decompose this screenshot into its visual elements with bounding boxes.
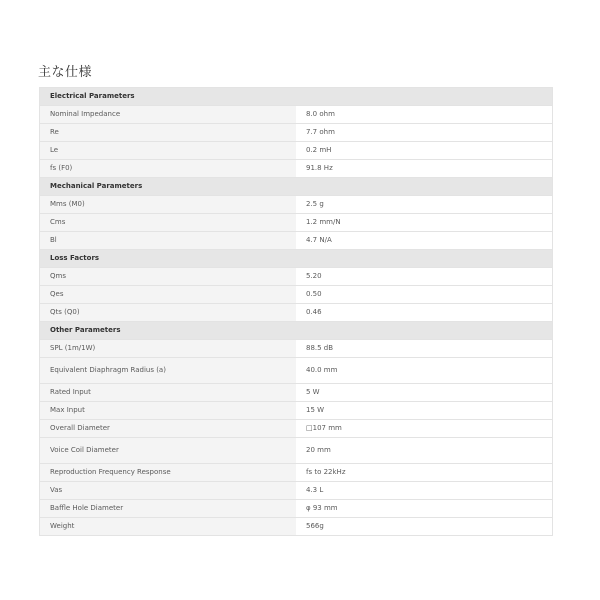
section-heading: Electrical Parameters [40,88,553,106]
table-row [40,384,553,402]
spec-label: Max Input [40,402,297,420]
spec-table [39,87,553,536]
spec-label: fs (F0) [40,160,297,178]
spec-label: Rated Input [40,384,297,402]
table-row [40,420,553,438]
table-row [40,160,553,178]
spec-value: 0.2 mH [296,142,553,160]
table-row [40,482,553,500]
table-row [40,438,553,464]
spec-label: Equivalent Diaphragm Radius (a) [40,358,297,384]
spec-label: Baffle Hole Diameter [40,500,297,518]
spec-value: 88.5 dB [296,340,553,358]
spec-label: Vas [40,482,297,500]
spec-label: Le [40,142,297,160]
spec-value: 5.20 [296,268,553,286]
table-row [40,358,553,384]
table-row [40,304,553,322]
table-row [40,196,553,214]
spec-value: fs to 22kHz [296,464,553,482]
spec-value: 40.0 mm [296,358,553,384]
table-row [40,142,553,160]
spec-value: φ 93 mm [296,500,553,518]
table-row [40,402,553,420]
spec-value: 7.7 ohm [296,124,553,142]
spec-label: Reproduction Frequency Response [40,464,297,482]
spec-value: 20 mm [296,438,553,464]
spec-label: SPL (1m/1W) [40,340,297,358]
spec-label: Mms (M0) [40,196,297,214]
table-row [40,518,553,536]
spec-label: Overall Diameter [40,420,297,438]
spec-value: 5 W [296,384,553,402]
spec-label: Qes [40,286,297,304]
table-row [40,500,553,518]
table-row [40,268,553,286]
table-row [40,286,553,304]
spec-label: Bl [40,232,297,250]
spec-value: 0.50 [296,286,553,304]
spec-value: 8.0 ohm [296,106,553,124]
spec-label: Re [40,124,297,142]
section-header-row [40,322,553,340]
spec-label: Nominal Impedance [40,106,297,124]
spec-label: Qms [40,268,297,286]
section-heading: Loss Factors [40,250,553,268]
section-heading: Mechanical Parameters [40,178,553,196]
table-row [40,340,553,358]
spec-value: 0.46 [296,304,553,322]
table-row [40,464,553,482]
table-row [40,232,553,250]
section-header-row [40,88,553,106]
spec-value: 91.8 Hz [296,160,553,178]
spec-value: 4.3 L [296,482,553,500]
spec-value: 15 W [296,402,553,420]
table-row [40,106,553,124]
spec-value: 2.5 g [296,196,553,214]
table-row [40,214,553,232]
spec-label: Cms [40,214,297,232]
table-row [40,124,553,142]
section-heading: Other Parameters [40,322,553,340]
spec-label: Qts (Q0) [40,304,297,322]
spec-value: 1.2 mm/N [296,214,553,232]
page-title: 主な仕様 [38,65,93,80]
spec-label: Voice Coil Diameter [40,438,297,464]
spec-value: 4.7 N/A [296,232,553,250]
spec-label: Weight [40,518,297,536]
spec-value: 566g [296,518,553,536]
section-header-row [40,178,553,196]
spec-value: □107 mm [296,420,553,438]
section-header-row [40,250,553,268]
